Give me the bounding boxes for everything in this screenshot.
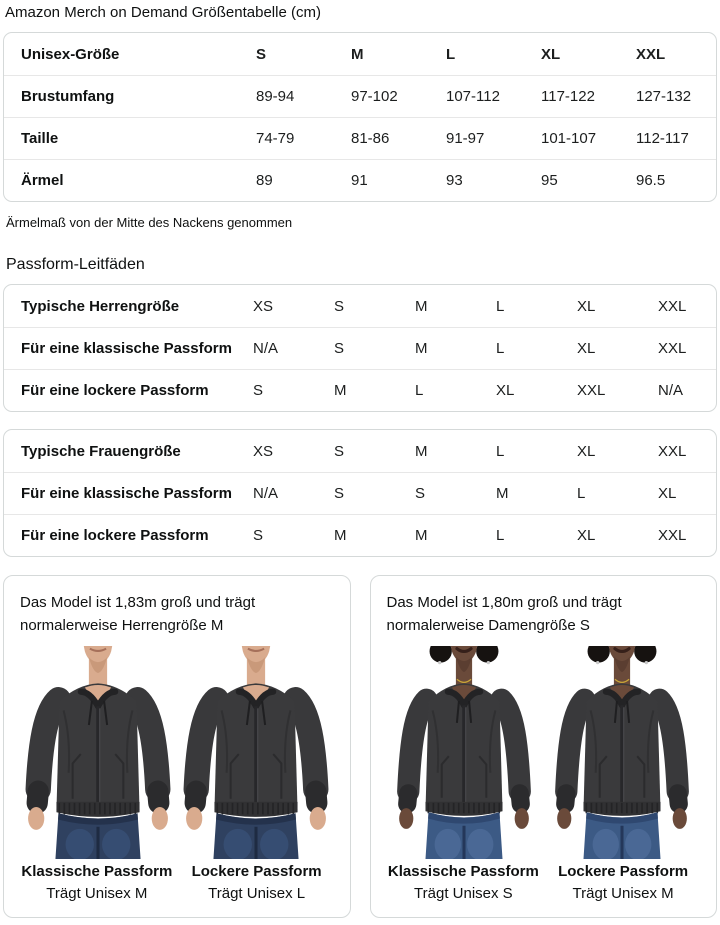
size-value: XXL: [658, 527, 687, 544]
size-value: 97-102: [351, 88, 398, 105]
size-value: XL: [658, 485, 677, 502]
size-value: L: [496, 442, 505, 460]
size-value: XS: [253, 297, 274, 315]
caption-block: [17, 862, 177, 903]
size-value: L: [415, 382, 424, 399]
page-title: Amazon Merch on Demand Größentabelle (cm): [5, 4, 321, 21]
size-column-header: XL: [541, 45, 561, 63]
table-row: [4, 117, 716, 159]
caption-block: [384, 862, 544, 903]
size-column-header: L: [446, 45, 456, 63]
photo-captions: [384, 862, 704, 903]
row-label: Für eine klassische Passform: [21, 340, 232, 357]
size-value: 101-107: [541, 130, 597, 147]
table-row: [4, 327, 716, 369]
model-description: Das Model ist 1,80m groß und trägt normalerweise Damengröße S: [386, 594, 622, 634]
fit-subcaption: Trägt Unisex M: [572, 885, 674, 902]
size-value: 127-132: [636, 88, 692, 105]
photo-captions: [17, 862, 337, 903]
size-value: XXL: [658, 340, 687, 357]
model-card-women: [370, 575, 718, 918]
size-value: XL: [577, 527, 596, 544]
size-value: XS: [253, 442, 274, 460]
fit-caption: Klassische Passform: [21, 863, 173, 880]
size-value: M: [415, 442, 428, 460]
size-value: M: [496, 485, 509, 502]
model-card-men: [3, 575, 351, 918]
size-value: XL: [577, 442, 596, 460]
table-row: [4, 75, 716, 117]
table-row: [4, 472, 716, 514]
model-photos: [17, 646, 337, 859]
size-value: 107-112: [446, 88, 500, 105]
size-value: S: [253, 527, 264, 544]
fit-subcaption: Trägt Unisex S: [414, 885, 513, 902]
size-value: XXL: [658, 297, 687, 315]
fit-caption: Klassische Passform: [387, 863, 539, 880]
row-label: Typische Herrengröße: [21, 297, 180, 315]
size-value: S: [334, 442, 345, 460]
size-value: L: [496, 340, 505, 357]
fit-caption: Lockere Passform: [191, 863, 322, 880]
row-label: Für eine lockere Passform: [21, 527, 209, 544]
size-value: XL: [577, 297, 596, 315]
size-value: 117-122: [541, 88, 595, 105]
size-value: XL: [496, 382, 515, 399]
size-value: 91-97: [446, 130, 485, 147]
table-row: [4, 369, 716, 411]
row-label: Ärmel: [21, 172, 64, 189]
male-model-loose-fit-photo: [180, 646, 332, 859]
size-value: 95: [541, 172, 558, 189]
size-column-header: XXL: [636, 45, 666, 63]
table-row: [4, 159, 716, 201]
size-value: 89-94: [256, 88, 295, 105]
size-value: 93: [446, 172, 463, 189]
size-value: 91: [351, 172, 368, 189]
row-label: Für eine klassische Passform: [21, 485, 232, 502]
model-photos: [384, 646, 704, 859]
size-value: S: [253, 382, 264, 399]
size-value: M: [415, 297, 428, 315]
caption-block: [177, 862, 337, 903]
row-label: Typische Frauengröße: [21, 442, 181, 460]
size-value: S: [415, 485, 426, 502]
size-value: 74-79: [256, 130, 295, 147]
size-value: 112-117: [636, 130, 689, 147]
caption-block: [543, 862, 703, 903]
size-value: XXL: [577, 382, 606, 399]
fit-table-women: [3, 429, 717, 557]
size-value: XL: [577, 340, 596, 357]
size-value: L: [496, 527, 505, 544]
size-value: M: [415, 340, 428, 357]
table-footnote: Ärmelmaß von der Mitte des Nackens genommen: [6, 215, 293, 230]
row-label: Taille: [21, 130, 59, 147]
size-value: N/A: [253, 485, 279, 502]
table-row: [4, 514, 716, 556]
table-row: [4, 285, 716, 327]
size-value: XXL: [658, 442, 687, 460]
size-value: N/A: [253, 340, 279, 357]
fit-caption: Lockere Passform: [558, 863, 689, 880]
fit-table-men: [3, 284, 717, 412]
size-column-header: S: [256, 45, 267, 63]
size-value: M: [415, 527, 428, 544]
male-model-classic-fit-photo: [22, 646, 174, 859]
size-value: S: [334, 340, 345, 357]
row-label: Für eine lockere Passform: [21, 382, 209, 399]
size-table: [3, 32, 717, 202]
size-value: S: [334, 485, 345, 502]
size-table-header-row: [4, 33, 716, 75]
fit-subcaption: Trägt Unisex L: [208, 885, 306, 902]
female-model-loose-fit-photo: [546, 646, 698, 859]
row-label: Unisex-Größe: [21, 45, 120, 63]
section-heading: Passform-Leitfäden: [6, 256, 145, 273]
size-column-header: M: [351, 45, 364, 63]
model-cards: [3, 575, 717, 918]
size-value: L: [577, 485, 586, 502]
size-value: M: [334, 527, 347, 544]
row-label: Brustumfang: [21, 88, 115, 105]
size-value: M: [334, 382, 347, 399]
model-description: Das Model ist 1,83m groß und trägt normalerweise Herrengröße M: [20, 594, 256, 634]
fit-subcaption: Trägt Unisex M: [46, 885, 148, 902]
female-model-classic-fit-photo: [388, 646, 540, 859]
size-value: 96.5: [636, 172, 666, 189]
size-value: S: [334, 297, 345, 315]
size-value: L: [496, 297, 505, 315]
table-row: [4, 430, 716, 472]
size-value: N/A: [658, 382, 684, 399]
size-value: 81-86: [351, 130, 390, 147]
size-value: 89: [256, 172, 273, 189]
